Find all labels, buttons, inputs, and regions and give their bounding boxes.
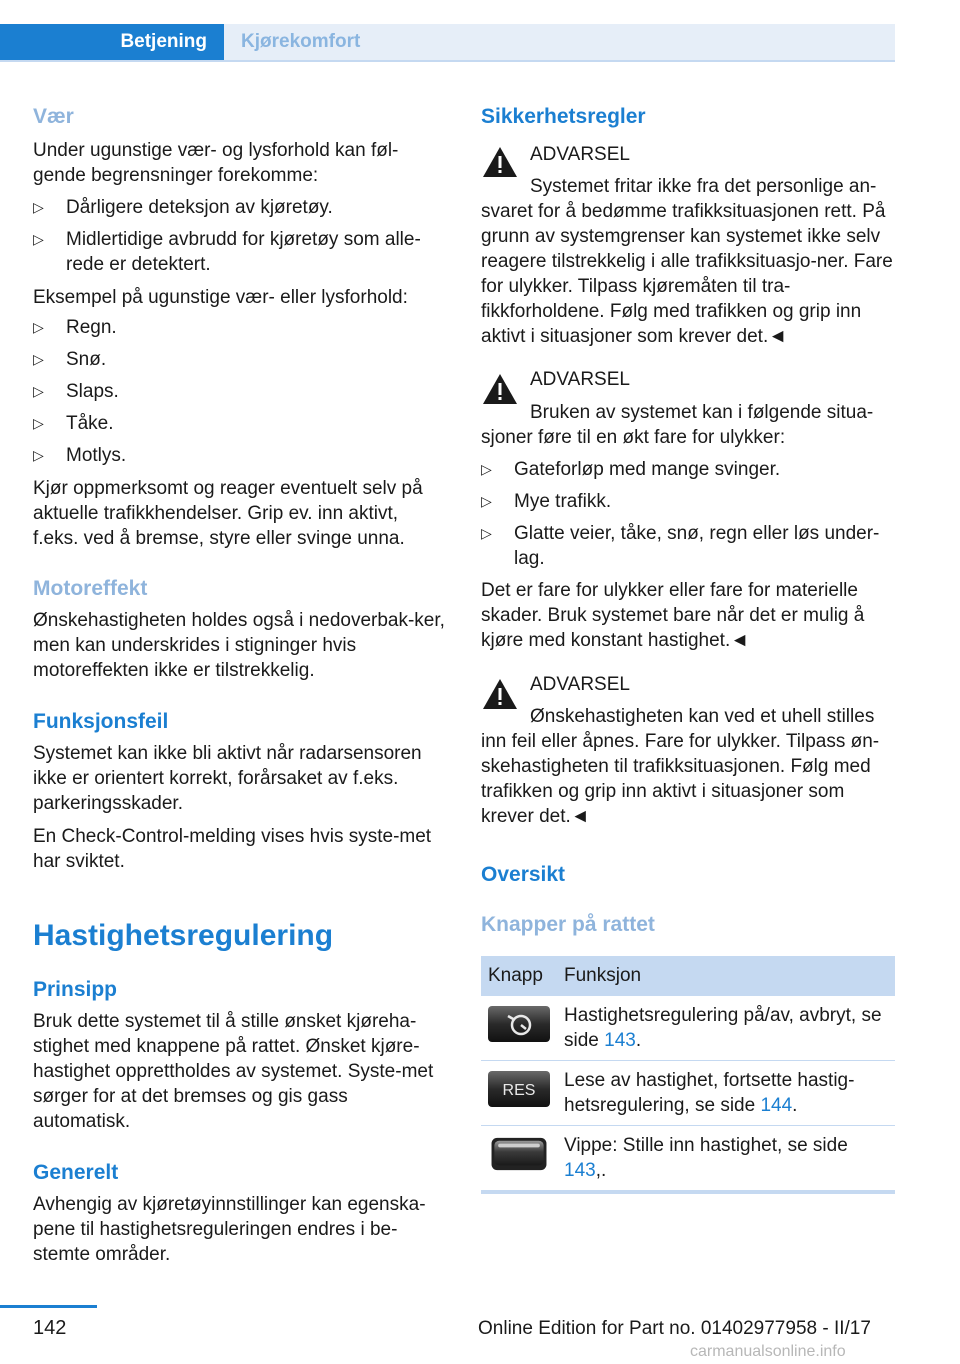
warning-text-first: Bruken av systemet kan i følgende situa- (530, 402, 874, 423)
heading-prinsipp: Prinsipp (33, 978, 118, 1001)
table-cell-funksjon (564, 1003, 884, 1053)
page-link[interactable]: 144 (760, 1095, 793, 1116)
footer-rule (0, 1305, 97, 1308)
res-button-icon (488, 1071, 550, 1107)
page-link[interactable]: 143 (604, 1030, 636, 1051)
warning-icon (481, 371, 519, 407)
page-title: Hastighetsregulering (33, 919, 334, 952)
list-item: ▷ Gateforløp med mange svinger. (481, 457, 895, 482)
heading-oversikt: Oversikt (481, 863, 566, 886)
row-text-after: . (792, 1095, 798, 1116)
heading-funksjonsfeil: Funksjonsfeil (33, 710, 169, 733)
heading-knapper: Knapper på rattet (481, 913, 655, 936)
list-item: ▷ Motlys. (33, 443, 126, 468)
heading-sikkerhetsregler: Sikkerhetsregler (481, 105, 646, 128)
cruise-toggle-icon (488, 1006, 550, 1042)
tab-betjening[interactable] (0, 24, 224, 60)
edition-text: Online Edition for Part no. 01402977958 - II/17 (478, 1318, 871, 1339)
watermark: carmanualsonline.info (690, 1343, 846, 1360)
tab-betjening-label: Betjening (120, 31, 207, 52)
table-header-knapp: Knapp (488, 965, 543, 986)
warning-label: ADVARSEL (530, 674, 630, 695)
warning-text: svaret for å bedømme trafikksituasjonen rett. På grunn av systemgrenser kan systemet ikke selv reagere tilstrekkelig i alle trafikksituasjo-ner. Fare for ulykker. Tilpass kjøremåten til tra-fikkforholdene. Følg med trafikken og grip inn aktivt i situasjoner som krever det.◄ (481, 201, 893, 347)
warning-icon (481, 676, 519, 712)
table-row (481, 1061, 895, 1126)
warning-text-first: Ønskehastigheten kan ved et uhell stilles (530, 706, 875, 727)
row-text-after: ,. (595, 1160, 607, 1181)
tab-kjorekomfort[interactable] (224, 24, 895, 60)
prinsipp-text: Bruk dette systemet til å stille ønsket kjøreha-stighet med knappene på rattet. Ønsket kjøre-hastighet opprettholdes av systemet. Syste-met sørger for at det bremses og gis gass automatisk. (33, 1011, 434, 1132)
res-label: RES (502, 1082, 536, 1099)
motor-text: Ønskehastigheten holdes også i nedoverbak-ker, men kan underskrides i stigninger hvis motoreffekten ikke er tilstrekkelig. (33, 610, 445, 681)
row-text: Lese av hastighet, fortsette hastig-hetsregulering, se side (564, 1070, 855, 1116)
warning-icon (481, 144, 519, 180)
heading-motoreffekt: Motoreffekt (33, 577, 148, 600)
list-item: ▷ Glatte veier, tåke, snø, regn eller løs under-lag. (481, 521, 895, 571)
warning-text-first: Systemet fritar ikke fra det personlige an- (530, 176, 877, 197)
table-bottom-rule (481, 1190, 895, 1194)
table-row (481, 996, 895, 1061)
generelt-text: Avhengig av kjøretøyinnstillinger kan egenska-pene til hastighetsreguleringen endres i be-stemte områder. (33, 1194, 426, 1265)
warning-outro: Det er fare for ulykker eller fare for materielle skader. Bruk systemet bare når det er mulig å kjøre med konstant hastighet.◄ (481, 580, 865, 651)
list-item: ▷ Dårligere deteksjon av kjøretøy. (33, 195, 445, 220)
row-text: Vippe: Stille inn hastighet, se side (564, 1135, 848, 1156)
table-header-funksjon: Funksjon (564, 965, 642, 986)
list-item: ▷ Regn. (33, 315, 117, 340)
list-item: ▷ Tåke. (33, 411, 114, 436)
rocker-switch-icon (488, 1136, 550, 1172)
warning-text: inn feil eller åpnes. Fare for ulykker. Tilpass øn-skehastigheten til trafikksituasjonen. Følg med trafikken og grip inn aktivt i situasjoner som krever det.◄ (481, 731, 880, 827)
list-item: ▷ Slaps. (33, 379, 119, 404)
heading-vaer: Vær (33, 105, 74, 128)
list-item: ▷ Snø. (33, 347, 106, 372)
heading-generelt: Generelt (33, 1161, 119, 1184)
list-item: ▷ Midlertidige avbrudd for kjøretøy som alle-rede er detektert. (33, 227, 445, 277)
header-tabs (0, 24, 895, 62)
buttons-table (481, 956, 895, 1192)
page-number: 142 (33, 1317, 67, 1339)
table-cell-funksjon (564, 1133, 884, 1183)
row-text-after: . (635, 1030, 642, 1051)
tab-kjorekomfort-label: Kjørekomfort (241, 31, 361, 52)
vaer-intro: Under ugunstige vær- og lysforhold kan føl-gende begrensninger forekomme: (33, 140, 399, 186)
table-row (481, 1126, 895, 1192)
funksjonsfeil-text1: Systemet kan ikke bli aktivt når radarsensoren ikke er orientert korrekt, forårsaket av f.eks. parkeringsskader. (33, 743, 422, 814)
vaer-example: Eksempel på ugunstige vær- eller lysforhold: (33, 287, 408, 308)
warning-text: sjoner føre til en økt fare for ulykker: (481, 427, 786, 448)
warning-label: ADVARSEL (530, 144, 630, 165)
vaer-outro: Kjør oppmerksomt og reager eventuelt selv på aktuelle trafikkhendelser. Grip ev. inn aktivt, f.eks. ved å bremse, styre eller svinge unna. (33, 478, 423, 549)
table-header (481, 956, 895, 996)
table-cell-funksjon (564, 1068, 884, 1118)
row-text: Hastighetsregulering på/av, avbryt, se side (564, 1005, 882, 1051)
page-link[interactable]: 143 (564, 1160, 596, 1181)
funksjonsfeil-text2: En Check-Control-melding vises hvis syste-met har sviktet. (33, 826, 432, 872)
list-item: ▷ Mye trafikk. (481, 489, 895, 514)
warning-label: ADVARSEL (530, 369, 630, 390)
